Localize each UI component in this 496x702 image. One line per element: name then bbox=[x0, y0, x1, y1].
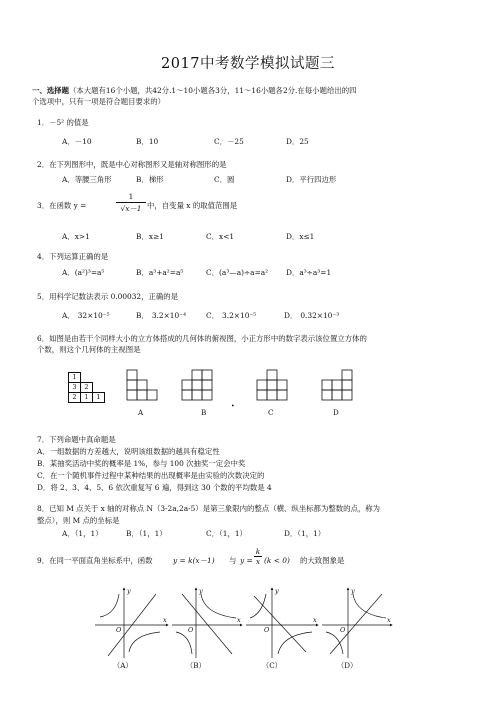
q3-fraction-numerator: 1 bbox=[128, 192, 134, 201]
y-axis-label: y bbox=[351, 587, 355, 595]
hyperbola-branch bbox=[201, 594, 236, 618]
hyperbola-branch bbox=[353, 594, 386, 618]
section-heading: 一、选择题 bbox=[32, 86, 69, 95]
q7-option-c: C．在一个随机事件过程中某种结果的出现概率是由实验的次数决定的 bbox=[37, 471, 265, 480]
q8-option-c: C．（1，1） bbox=[206, 529, 247, 538]
q7-option-d: D．将 2、3、4、5、6 依次重复写 6 遍，得到这 30 个数的平均数是 4 bbox=[37, 483, 272, 492]
q3-fraction-denominator: √x－1 bbox=[120, 204, 142, 213]
grid-cell-value: 1 bbox=[96, 393, 101, 401]
q5-option-c-value: 3.2×10⁻⁵ bbox=[222, 311, 257, 320]
q9-func2-pre: y = bbox=[240, 556, 253, 565]
hyperbola-branch bbox=[100, 594, 119, 617]
q2-stem: 2．在下列图形中，既是中心对称图形又是轴对称图形的是 bbox=[37, 160, 227, 169]
y-axis-label: y bbox=[275, 587, 279, 595]
q4-option-a: A．(a²)³=a⁵ bbox=[62, 268, 105, 277]
q5-stem: 5．用科学记数法表示 0.00032，正确的是 bbox=[37, 292, 179, 301]
q9-label-c: （C） bbox=[262, 661, 282, 670]
q9-graph-c bbox=[246, 588, 318, 658]
q5-option-d-value: 0.32×10⁻³ bbox=[300, 311, 340, 320]
q6-label-b: B bbox=[201, 408, 207, 417]
q7-option-b: B．某抽奖活动中奖的概率是 1%，参与 100 次抽奖一定会中奖 bbox=[37, 459, 246, 468]
section-intro-line2: 个选项中，只有一项是符合题目要求的） bbox=[32, 97, 166, 106]
x-axis-label: x bbox=[387, 616, 391, 624]
q4-stem: 4．下列运算正确的是 bbox=[37, 252, 109, 261]
q2-option-d: D．平行四边形 bbox=[286, 175, 337, 184]
q9-graph-a bbox=[95, 588, 168, 658]
origin-label: O bbox=[340, 626, 346, 634]
q1-option-a: A．－10 bbox=[62, 137, 92, 146]
x-axis-label: x bbox=[163, 616, 167, 624]
q6-view-b bbox=[182, 370, 212, 400]
q6-front-views bbox=[0, 366, 496, 426]
q9-mid: 与 bbox=[229, 556, 237, 565]
q2-option-a: A．等腰三角形 bbox=[62, 175, 112, 184]
q1-option-c: C．－25 bbox=[214, 137, 244, 146]
q6-stem-line2: 个数，则这个几何体的主视图是 bbox=[37, 345, 141, 354]
q3-option-a: A．x>1 bbox=[62, 232, 90, 241]
q5-option-c bbox=[206, 310, 256, 321]
q9-label-b: （B） bbox=[186, 661, 206, 670]
q6-view-d bbox=[322, 370, 352, 400]
q5-option-a-value: 32×10⁻⁵ bbox=[77, 311, 110, 320]
page-title: 2017中考数学模拟试题三 bbox=[161, 56, 335, 72]
grid-cell-value: 1 bbox=[72, 373, 77, 381]
q5-option-b bbox=[136, 310, 186, 321]
q9-label-d: （D） bbox=[337, 661, 358, 670]
q1-stem: 1．－5² 的值是 bbox=[37, 118, 89, 127]
line-graph bbox=[254, 596, 306, 652]
q4-option-c: C．(a³—a)÷a=a² bbox=[206, 268, 269, 277]
hyperbola-branch bbox=[278, 632, 312, 654]
grid-cell-value: 2 bbox=[72, 393, 77, 401]
q6-label-d: D bbox=[333, 408, 339, 417]
q8-option-b: B．（1，1） bbox=[126, 529, 167, 538]
q5-option-a-letter: A． bbox=[62, 311, 75, 320]
q9-func2-post: (k < 0) bbox=[264, 556, 290, 565]
q9-stem-pre: 9．在同一平面直角坐标系中，函数 bbox=[37, 556, 153, 565]
section-intro bbox=[32, 86, 357, 96]
q5-option-c-letter: C． bbox=[206, 311, 220, 320]
y-axis-label: y bbox=[127, 587, 131, 595]
y-axis-label: y bbox=[199, 587, 203, 595]
q5-option-b-letter: B． bbox=[136, 311, 149, 320]
q3-stem-pre: 3．在函数 y = bbox=[37, 201, 87, 210]
q7-stem: 7．下列命题中真命题是 bbox=[37, 435, 116, 444]
line-graph bbox=[182, 594, 232, 654]
q3-option-c: C．x<1 bbox=[206, 232, 235, 241]
q7-option-a: A．一组数据的方差越大，说明该组数据的越具有稳定性 bbox=[37, 447, 220, 456]
q2-option-c: C．圆 bbox=[214, 175, 235, 184]
q9-func1: y = k(x－1) bbox=[173, 556, 215, 565]
q8-option-d: D．（1，1） bbox=[284, 529, 326, 538]
q9-func2-numerator: k bbox=[255, 547, 261, 556]
x-axis-label: x bbox=[313, 616, 317, 624]
q6-stem-line1: 6．如图是由若干个同样大小的立方体搭成的几何体的俯视图，小正方形中的数字表示该位置立方体的 bbox=[37, 334, 367, 343]
q3-option-b: B．x≥1 bbox=[136, 232, 164, 241]
grid-cell-value: 3 bbox=[72, 383, 77, 391]
q2-option-b: B．梯形 bbox=[136, 175, 164, 184]
q6-label-a: A bbox=[138, 408, 144, 417]
q1-option-d: D．25 bbox=[286, 137, 309, 146]
hyperbola-branch bbox=[129, 632, 160, 652]
q9-graphs bbox=[0, 580, 496, 670]
grid-cell-value: 1 bbox=[84, 393, 89, 401]
q5-option-a bbox=[62, 310, 110, 321]
q5-option-d bbox=[284, 310, 339, 321]
q3-fraction bbox=[116, 192, 146, 213]
q4-option-b: B．a³+a²=a⁵ bbox=[136, 268, 184, 277]
x-axis-label: x bbox=[237, 616, 241, 624]
grid-cell-value: 2 bbox=[84, 383, 89, 391]
q8-stem-line2: 整点），则 M 点的坐标是 bbox=[37, 516, 120, 525]
q5-option-d-letter: D． bbox=[284, 311, 298, 320]
q8-option-a: A．（1，1） bbox=[62, 529, 103, 538]
origin-label: O bbox=[188, 626, 194, 634]
q5-option-b-value: 3.2×10⁻⁴ bbox=[151, 311, 187, 320]
section-intro-line1: （本大题有16个小题，共42分.1～10小题各3分，11～16小题各2分.在每小题给出的四 bbox=[68, 86, 357, 95]
q9-stem-post: 的大致图象是 bbox=[300, 556, 345, 565]
q9-func2-denominator: x bbox=[255, 557, 261, 566]
q3-stem-post: 中，自变量 x 的取值范围是 bbox=[147, 201, 238, 210]
q4-option-d: D．a³÷a³=1 bbox=[286, 268, 332, 277]
q1-option-b: B．10 bbox=[136, 137, 159, 146]
q6-label-c: C bbox=[268, 408, 274, 417]
q8-stem-line1: 8．已知 M 点关于 x 轴的对称点 N（3-2a,2a-5）是第三象限内的整点（横、纵坐标都为整数的点，称为 bbox=[37, 504, 381, 513]
q9-graph-d bbox=[322, 588, 392, 658]
q6-view-a bbox=[127, 370, 157, 400]
q3-option-d: D．x≤1 bbox=[286, 232, 315, 241]
stray-dot: • bbox=[231, 403, 235, 410]
origin-label: O bbox=[116, 626, 122, 634]
hyperbola-branch bbox=[176, 632, 192, 654]
q9-graph-b bbox=[172, 588, 242, 658]
q3-fraction-bar bbox=[116, 202, 146, 203]
q9-label-a: （A） bbox=[113, 661, 133, 670]
origin-label: O bbox=[264, 626, 270, 634]
q6-view-c bbox=[257, 370, 287, 400]
q9-func2-fraction bbox=[254, 547, 262, 566]
hyperbola-branch bbox=[326, 632, 343, 654]
